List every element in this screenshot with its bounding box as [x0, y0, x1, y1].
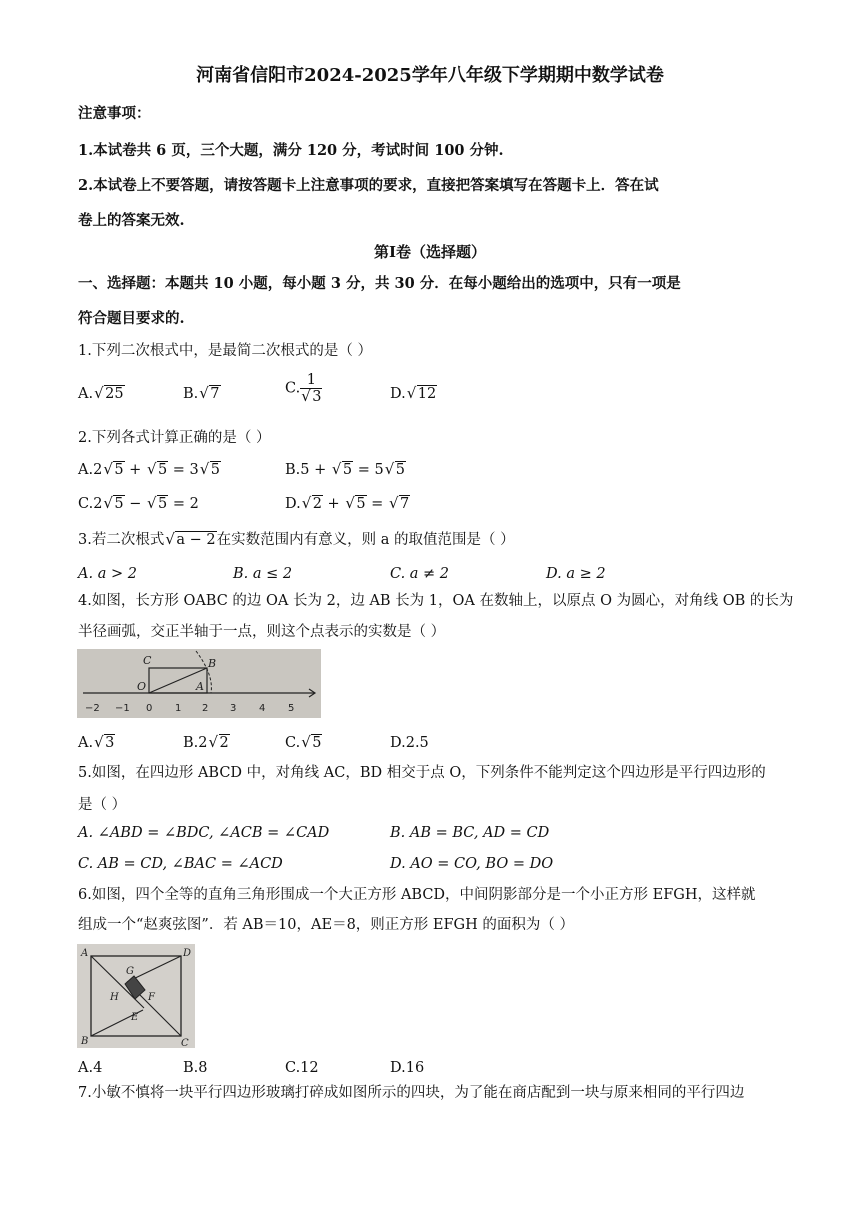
q3-option-a: A. a > 2	[78, 566, 137, 582]
label-b: B	[81, 1036, 89, 1047]
q4-option-a: A. √ 3	[78, 733, 115, 751]
tick-label: 0	[146, 703, 153, 714]
label-b: B	[208, 657, 217, 670]
q2-option-b: B.5 + √ 5 = 5 √ 5	[285, 460, 405, 478]
number-line-diagram	[77, 649, 321, 718]
label-h: H	[110, 992, 119, 1003]
question-2-stem: 2.下列各式计算正确的是（ ）	[78, 430, 271, 446]
notice-heading: 注意事项：	[78, 105, 151, 122]
tick-label: 3	[230, 703, 237, 714]
label-c: C	[143, 654, 152, 667]
tick-label: −2	[85, 703, 100, 714]
label-a: A	[81, 948, 89, 959]
number-line-figure	[77, 649, 321, 718]
q5-option-c: C. AB = CD, ∠BAC = ∠ACD	[78, 856, 283, 872]
q2-option-d: D. √ 2 + √ 5 = √ 7	[285, 494, 410, 512]
label-d: D	[183, 948, 192, 959]
question-5-line-2: 是（ ）	[78, 797, 127, 813]
q6-option-b: B.8	[183, 1060, 208, 1076]
question-5-line-1: 5.如图，在四边形 ABCD 中，对角线 AC，BD 相交于点 O，下列条件不能判定这个四边形是平行四边形的	[78, 765, 766, 781]
label-c: C	[181, 1038, 189, 1048]
notice-item-1: 1.本试卷共 6 页，三个大题，满分 120 分，考试时间 100 分钟.	[78, 142, 504, 159]
q6-option-d: D.16	[390, 1060, 425, 1076]
q5-option-b: B. AB = BC, AD = CD	[390, 825, 550, 841]
q6-option-a: A.4	[78, 1060, 103, 1076]
tick-label: 5	[288, 703, 295, 714]
q3-option-d: D. a ≥ 2	[546, 566, 606, 582]
question-1-stem: 1.下列二次根式中，是最简二次根式的是（ ）	[78, 343, 372, 359]
label-a: A	[196, 680, 204, 693]
q4-option-c: C. √ 5	[285, 733, 322, 751]
page-title: 河南省信阳市2024-2025学年八年级下学期期中数学试卷	[196, 65, 664, 86]
question-4-line-2: 半径画弧，交正半轴于一点，则这个点表示的实数是（ ）	[78, 624, 446, 640]
question-3-stem: 3.若二次根式 √ a − 2在实数范围内有意义，则 a 的取值范围是（ ）	[78, 530, 515, 548]
part-1-instructions-line-2: 符合题目要求的.	[78, 310, 185, 327]
question-7-line-1: 7.小敏不慎将一块平行四边形玻璃打碎成如图所示的四块，为了能在商店配到一块与原来相同的平行四边	[78, 1085, 745, 1101]
tick-label: 2	[202, 703, 209, 714]
q3-option-c: C. a ≠ 2	[390, 566, 450, 582]
notice-item-2-line-2: 卷上的答案无效.	[78, 212, 185, 229]
label-f: F	[148, 992, 155, 1003]
label-g: G	[126, 966, 134, 977]
zhao-shuang-figure	[77, 944, 195, 1048]
q4-option-d: D.2.5	[390, 735, 429, 751]
q1-option-a: A. √ 25	[78, 384, 124, 402]
tick-label: 1	[175, 703, 182, 714]
section-heading: 第Ⅰ卷（选择题）	[373, 243, 487, 261]
tick-label: −1	[115, 703, 130, 714]
zhao-shuang-diagram	[77, 944, 195, 1048]
q6-option-c: C.12	[285, 1060, 319, 1076]
q4-option-b: B.2 √ 2	[183, 733, 229, 751]
question-6-line-1: 6.如图，四个全等的直角三角形围成一个大正方形 ABCD，中间阴影部分是一个小正方形 EFGH，这样就	[78, 887, 756, 903]
q2-option-a: A.2 √ 5 + √ 5 = 3 √ 5	[78, 460, 220, 478]
q2-option-c: C.2 √ 5 − √ 5 = 2	[78, 494, 199, 512]
q1-option-c: C. 1 √ 3	[285, 372, 322, 405]
question-6-line-2: 组成一个“赵爽弦图”．若 AB＝10，AE＝8，则正方形 EFGH 的面积为（ ）	[78, 917, 574, 933]
label-e: E	[131, 1012, 139, 1023]
notice-item-2-line-1: 2.本试卷上不要答题，请按答题卡上注意事项的要求，直接把答案填写在答题卡上．答在试	[78, 177, 659, 194]
label-o: O	[137, 680, 147, 693]
tick-label: 4	[259, 703, 266, 714]
part-1-instructions-line-1: 一、选择题：本题共 10 小题，每小题 3 分，共 30 分．在每小题给出的选项中，只有一项是	[78, 275, 681, 292]
q1-option-b: B. √ 7	[183, 384, 220, 402]
q1-option-d: D. √ 12	[390, 384, 437, 402]
q5-option-a: A. ∠ABD = ∠BDC, ∠ACB = ∠CAD	[78, 825, 330, 841]
q5-option-d: D. AO = CO, BO = DO	[390, 856, 554, 872]
q3-option-b: B. a ≤ 2	[233, 566, 293, 582]
question-4-line-1: 4.如图，长方形 OABC 的边 OA 长为 2，边 AB 长为 1，OA 在数轴上，以原点 O 为圆心，对角线 OB 的长为	[78, 593, 794, 609]
